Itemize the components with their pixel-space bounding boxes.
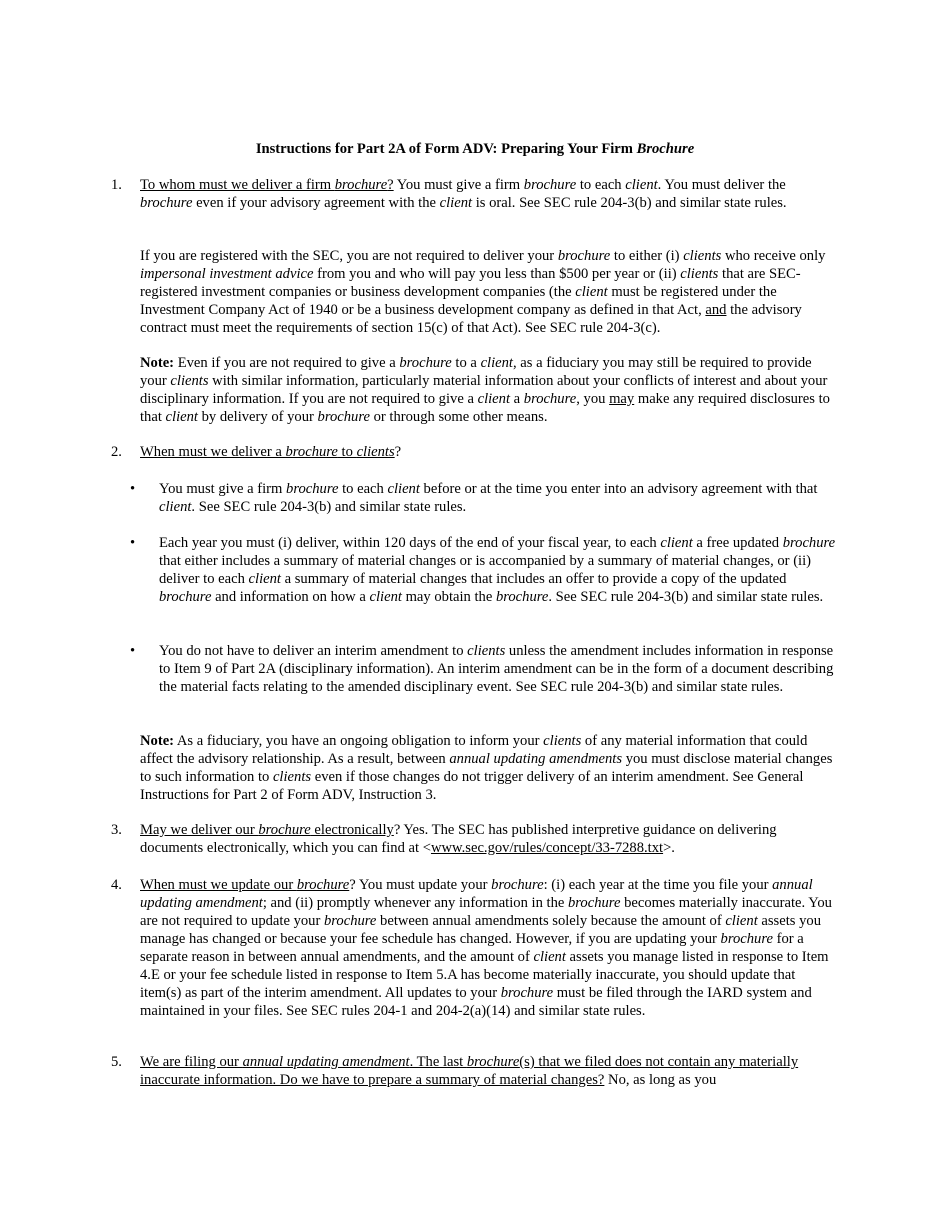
note-label: Note: xyxy=(140,355,175,371)
bullet-icon: • xyxy=(130,535,136,551)
sec-url-link[interactable]: www.sec.gov/rules/concept/33-7288.txt xyxy=(430,840,664,856)
page-title: Instructions for Part 2A of Form ADV: Preparing Your Firm Brochure xyxy=(255,141,695,157)
item-5-question: We are filing our annual updating amendment. The last brochure(s) that we filed does not contain any materially inaccurate information. Do we have to prepare a summary of material changes? xyxy=(140,1054,799,1088)
item-1-note: Note: Even if you are not required to give a brochure to a client, as a fiduciary you may still be required to provide your clients with similar information, particularly material information about your conflicts of interest and about your disciplinary information. If you are not required to give a client a brochure, you may make any required disclosures to that client by delivery of your brochure or through some other means. xyxy=(140,355,830,425)
note-label: Note: xyxy=(140,733,175,749)
item-2-bullet-2: Each year you must (i) deliver, within 120 days of the end of your fiscal year, to each client a free updated brochure that either includes a summary of material changes or is accompanied by a summary of material changes, or (ii) deliver to each client a summary of material changes that includes an offer to provide a copy of the updated brochure and information on how a client may obtain the brochure. See SEC rule 204-3(b) and similar state rules. xyxy=(159,535,836,605)
item-number-4: 4. xyxy=(111,877,122,893)
item-2-question: When must we deliver a brochure to clients? xyxy=(140,444,402,460)
item-2-note: Note: As a fiduciary, you have an ongoing obligation to inform your clients of any material information that could affect the advisory relationship. As a result, between annual updating amendments you must disclose material changes to such information to clients even if those changes do not trigger delivery of an interim amendment. See General Instructions for Part 2 of Form ADV, Instruction 3. xyxy=(140,733,833,803)
item-4-text: When must we update our brochure? You must update your brochure: (i) each year at the time you file your annual updating amendment; and (ii) promptly whenever any information in the brochure becomes materially inaccurate. You are not required to update your brochure between annual amendments solely because the amount of client assets you manage has changed or because your fee schedule has changed. However, if you are updating your brochure for a separate reason in between annual amendments, and the amount of client assets you manage listed in response to Item 4.E or your fee schedule listed in response to Item 5.A has become materially inaccurate, you should update that item(s) as part of the interim amendment. All updates to your brochure must be filed through the IARD system and maintained in your files. See SEC rules 204-1 and 204-2(a)(14) and similar state rules. xyxy=(140,877,832,1019)
item-3-question: May we deliver our brochure electronically xyxy=(140,822,394,838)
item-2-bullet-1: You must give a firm brochure to each client before or at the time you enter into an advisory agreement with that client. See SEC rule 204-3(b) and similar state rules. xyxy=(159,481,818,515)
item-number-5: 5. xyxy=(111,1054,122,1070)
bullet-icon: • xyxy=(130,481,136,497)
item-2-bullet-3: You do not have to deliver an interim amendment to clients unless the amendment includes information in response to Item 9 of Part 2A (disciplinary information). An interim amendment can be in the form of a document describing the material facts relating to the amended disciplinary event. See SEC rule 204-3(b) and similar state rules. xyxy=(159,643,834,695)
item-number-2: 2. xyxy=(111,444,122,460)
bullet-icon: • xyxy=(130,643,136,659)
item-1-text: To whom must we deliver a firm brochure? You must give a firm brochure to each client. You must deliver the brochure even if your advisory agreement with the client is oral. See SEC rule 204-3(b) and similar state rules. xyxy=(140,177,787,211)
item-number-3: 3. xyxy=(111,822,122,838)
item-3-text: May we deliver our brochure electronically? Yes. The SEC has published interpretive guidance on delivering documents electronically, which you can find at <www.sec.gov/rules/concept/33-7288.txt>. xyxy=(140,822,777,856)
item-number-1: 1. xyxy=(111,177,122,193)
item-4-question: When must we update our brochure xyxy=(140,877,350,893)
item-1-question: To whom must we deliver a firm brochure? xyxy=(140,177,394,193)
item-1-paragraph-2: If you are registered with the SEC, you are not required to deliver your brochure to either (i) clients who receive only impersonal investment advice from you and who will pay you less than $500 per year or (ii) clients that are SEC-registered investment companies or business development companies (the client must be registered under the Investment Company Act of 1940 or be a business development company as defined in that Act, and the advisory contract must meet the requirements of section 15(c) of that Act). See SEC rule 204-3(c). xyxy=(140,248,826,336)
item-5-text: We are filing our annual updating amendment. The last brochure(s) that we filed does not contain any materially inaccurate information. Do we have to prepare a summary of material changes? No, as long as you xyxy=(140,1054,799,1088)
